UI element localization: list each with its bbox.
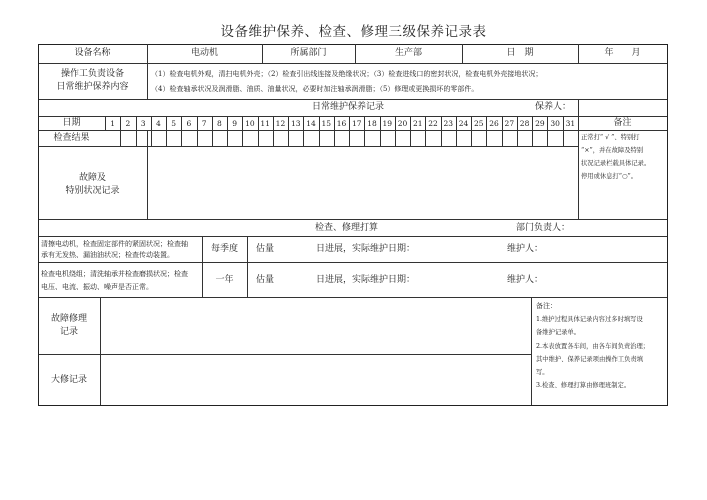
quarterly-estimate: 估量: [256, 244, 275, 254]
row-line: [38, 146, 578, 147]
day-number: 25: [474, 119, 484, 128]
day-number: 15: [321, 119, 331, 128]
day-column-line: [456, 116, 457, 146]
fault-repair-label-line2: 记录: [59, 327, 78, 337]
day-column-line: [502, 116, 503, 146]
table-border-bottom: [38, 405, 668, 406]
remarks-label: 备注: [613, 118, 632, 128]
day-number: 28: [519, 119, 530, 128]
day-number: 9: [232, 119, 238, 128]
day-column-line: [136, 116, 137, 146]
row-line: [38, 236, 668, 237]
maintainer-label: 保养人：: [535, 102, 572, 112]
day-number: 2: [125, 119, 131, 128]
day-column-line: [273, 116, 274, 146]
row-line: [38, 130, 668, 131]
remarks-note-line: 正常打“ √ ”、特别打: [581, 134, 640, 141]
operator-label-line1: 操作工负责设备: [60, 69, 124, 79]
remarks-note-line: 停用或休息打“○”。: [581, 173, 638, 180]
row-line: [38, 262, 668, 263]
day-column-line: [547, 116, 548, 146]
col-line: [100, 297, 101, 405]
row-line: [38, 354, 531, 355]
quarterly-desc-line1: 清擦电动机，检查固定部件的紧固状况；检查轴: [41, 240, 188, 248]
repair-note-line: 2.本表放置各车间，由各车间负责治理；: [536, 343, 650, 350]
row-line: [38, 99, 668, 100]
department-label: 所属部门: [290, 48, 327, 58]
day-number: 26: [489, 119, 499, 128]
day-number: 18: [367, 119, 377, 128]
day-number: 3: [140, 119, 146, 128]
fault-label-line1: 故障及: [78, 173, 106, 183]
day-column-line: [471, 116, 472, 146]
day-column-line: [212, 116, 213, 146]
day-number: 5: [171, 119, 177, 128]
day-number: 14: [306, 119, 316, 128]
day-number: 19: [382, 119, 393, 128]
day-column-line: [166, 116, 167, 146]
annual-desc-line1: 检查电机绕组；清洗轴承并检查磨损状况；检查: [41, 270, 188, 278]
inspection-heading: 检查、修理打算: [315, 223, 379, 233]
day-number: 12: [275, 119, 286, 128]
day-number: 17: [351, 119, 362, 128]
day-number: 27: [504, 119, 515, 128]
fault-label-line2: 特别状况记录: [65, 186, 120, 196]
day-column-line: [349, 116, 350, 146]
repair-note-line: 备维护记录单。: [536, 329, 581, 336]
col-line: [247, 236, 248, 297]
quarterly-progress: 日进展，实际维护日期：: [316, 244, 416, 254]
quarterly-period: 每季度: [210, 244, 238, 254]
day-number: 20: [397, 119, 408, 128]
day-column-line: [242, 116, 243, 146]
day-number: 6: [186, 119, 192, 128]
table-border-top: [38, 44, 668, 45]
operator-label-line2: 日常维护保养内容: [56, 82, 129, 92]
repair-note-line: 写。: [536, 369, 549, 376]
day-number: 22: [428, 119, 438, 128]
row-line: [38, 116, 668, 117]
day-number: 10: [245, 119, 255, 128]
overhaul-label: 大修记录: [50, 375, 87, 385]
day-column-line: [364, 116, 365, 146]
day-column-line: [288, 116, 289, 146]
day-column-line: [441, 116, 442, 146]
annual-progress: 日进展，实际维护日期：: [316, 275, 416, 285]
day-number: 8: [217, 119, 222, 128]
day-number: 11: [260, 119, 270, 128]
day-number: 31: [565, 119, 576, 128]
day-number: 30: [550, 119, 560, 128]
equipment-name-value: 电动机: [190, 48, 218, 58]
quarterly-maintainer: 维护人：: [507, 244, 544, 254]
repair-note-line: 1.维护过程具体记录内容过多时填写设: [536, 316, 643, 323]
check-result-label: 检查结果: [53, 133, 90, 143]
col-line: [531, 297, 532, 405]
day-number: 4: [156, 119, 161, 128]
annual-desc-line2: 电压、电流、振动、噪声是否正常。: [41, 283, 153, 291]
remarks-note-line: “×”，并在故障及特别: [581, 147, 644, 154]
day-column-line: [410, 116, 411, 146]
operator-items-line1: （1）检查电机外观，清扫电机外壳；（2）检查引出线连接及绝缘状况；（3）检查进线口的密封状况，检查电机外壳接地状况；: [151, 70, 543, 78]
annual-maintainer: 维护人：: [507, 275, 544, 285]
fault-repair-label-line1: 故障修理: [50, 314, 87, 324]
year-month: 年 月: [604, 48, 641, 58]
day-column-line: [563, 116, 564, 146]
date-label: 日 期: [506, 48, 534, 58]
operator-items-line2: （4）检查轴承状况及润滑脂、油质、油量状况，必要时加注轴承润滑脂；（5）修理或更换损坏的零部件。: [151, 85, 479, 93]
repair-notes-heading: 备注：: [536, 302, 557, 310]
repair-note-line: 3.检查、修理打算由修理班制定。: [536, 382, 631, 389]
dept-head-label: 部门负责人：: [516, 223, 571, 233]
day-column-line: [120, 116, 121, 146]
table-border-left: [38, 44, 39, 406]
quarterly-desc-line2: 承有无发热、漏油油状况；检查传动装置。: [41, 251, 174, 259]
day-column-line: [334, 116, 335, 146]
daily-record-heading: 日常维护保养记录: [312, 102, 385, 112]
row-line: [38, 219, 668, 220]
day-column-line: [303, 116, 304, 146]
col-line: [147, 63, 148, 99]
repair-note-line: 其中维护、保养记录项由操作工负责填: [536, 356, 644, 363]
day-column-line: [151, 116, 152, 146]
day-number: 13: [290, 119, 301, 128]
day-number: 7: [201, 119, 207, 128]
day-column-line: [181, 116, 182, 146]
day-column-line: [380, 116, 381, 146]
annual-estimate: 估量: [256, 275, 275, 285]
day-number: 1: [110, 119, 116, 128]
day-number: 24: [458, 119, 469, 128]
day-column-line: [197, 116, 198, 146]
day-column-line: [395, 116, 396, 146]
remarks-note-line: 状况记录栏载具体记录。: [581, 160, 651, 167]
row-line: [38, 63, 668, 64]
daily-date-label: 日期: [62, 118, 81, 128]
day-column-line: [227, 116, 228, 146]
annual-period: 一年: [215, 275, 234, 285]
col-line: [578, 99, 579, 219]
day-column-line: [486, 116, 487, 146]
day-number: 23: [443, 119, 454, 128]
day-number: 21: [413, 119, 423, 128]
page-title: 设备维护保养、检查、修理三级保养记录表: [220, 24, 487, 40]
table-border-right: [667, 44, 668, 406]
department-value: 生产部: [394, 48, 422, 58]
equipment-name-label: 设备名称: [74, 48, 111, 58]
day-column-line: [319, 116, 320, 146]
day-number: 16: [336, 119, 347, 128]
day-column-line: [425, 116, 426, 146]
col-line: [147, 130, 148, 219]
day-number: 29: [535, 119, 545, 128]
row-line: [38, 297, 668, 298]
day-column-line: [517, 116, 518, 146]
day-column-line: [258, 116, 259, 146]
day-column-line: [532, 116, 533, 146]
